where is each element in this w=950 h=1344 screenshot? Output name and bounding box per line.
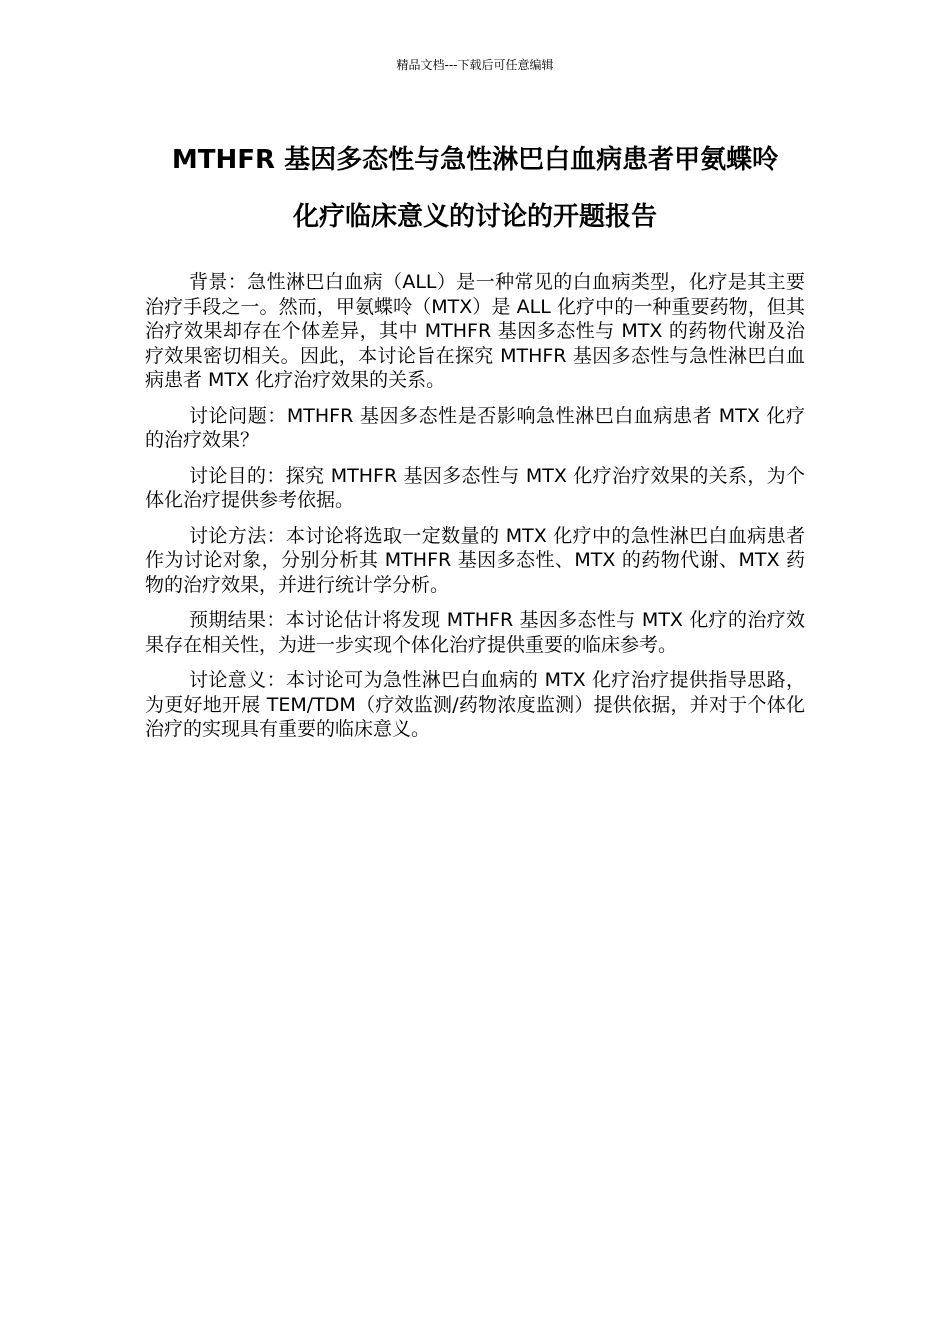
paragraph-expected-results: 预期结果：本讨论估计将发现 MTHFR 基因多态性与 MTX 化疗的治疗效果存在相关性，为进一步实现个体化治疗提供重要的临床参考。 — [145, 609, 805, 656]
document-body — [145, 270, 805, 753]
document-title — [100, 132, 850, 246]
paragraph-method: 讨论方法：本讨论将选取一定数量的 MTX 化疗中的急性淋巴白血病患者作为讨论对象，分别分析其 MTHFR 基因多态性、MTX 的药物代谢、MTX 药物的治疗效果，并进行统计学分析。 — [145, 524, 805, 596]
header-note: 精品文档---下载后可任意编辑 — [396, 58, 554, 72]
paragraph-objective: 讨论目的：探究 MTHFR 基因多态性与 MTX 化疗治疗效果的关系，为个体化治疗提供参考依据。 — [145, 464, 805, 511]
title-line-2: 化疗临床意义的讨论的开题报告 — [292, 202, 657, 232]
paragraph-background: 背景：急性淋巴白血病（ALL）是一种常见的白血病类型，化疗是其主要治疗手段之一。然而，甲氨蝶呤（MTX）是 ALL 化疗中的一种重要药物，但其治疗效果却存在个体差异，其中 MTHFR 基因多态性与 MTX 的药物代谢及治疗效果密切相关。因此，本讨论旨在探究 MTHFR 基因多态性与急性淋巴白血病患者 MTX 化疗治疗效果的关系。 — [145, 271, 805, 391]
title-line-1: MTHFR 基因多态性与急性淋巴白血病患者甲氨蝶呤 — [171, 145, 779, 175]
paragraph-significance: 讨论意义：本讨论可为急性淋巴白血病的 MTX 化疗治疗提供指导思路，为更好地开展 TEM/TDM（疗效监测/药物浓度监测）提供依据，并对于个体化治疗的实现具有重要的临床意义。 — [145, 669, 805, 740]
paragraph-question: 讨论问题：MTHFR 基因多态性是否影响急性淋巴白血病患者 MTX 化疗的治疗效果？ — [145, 404, 805, 451]
